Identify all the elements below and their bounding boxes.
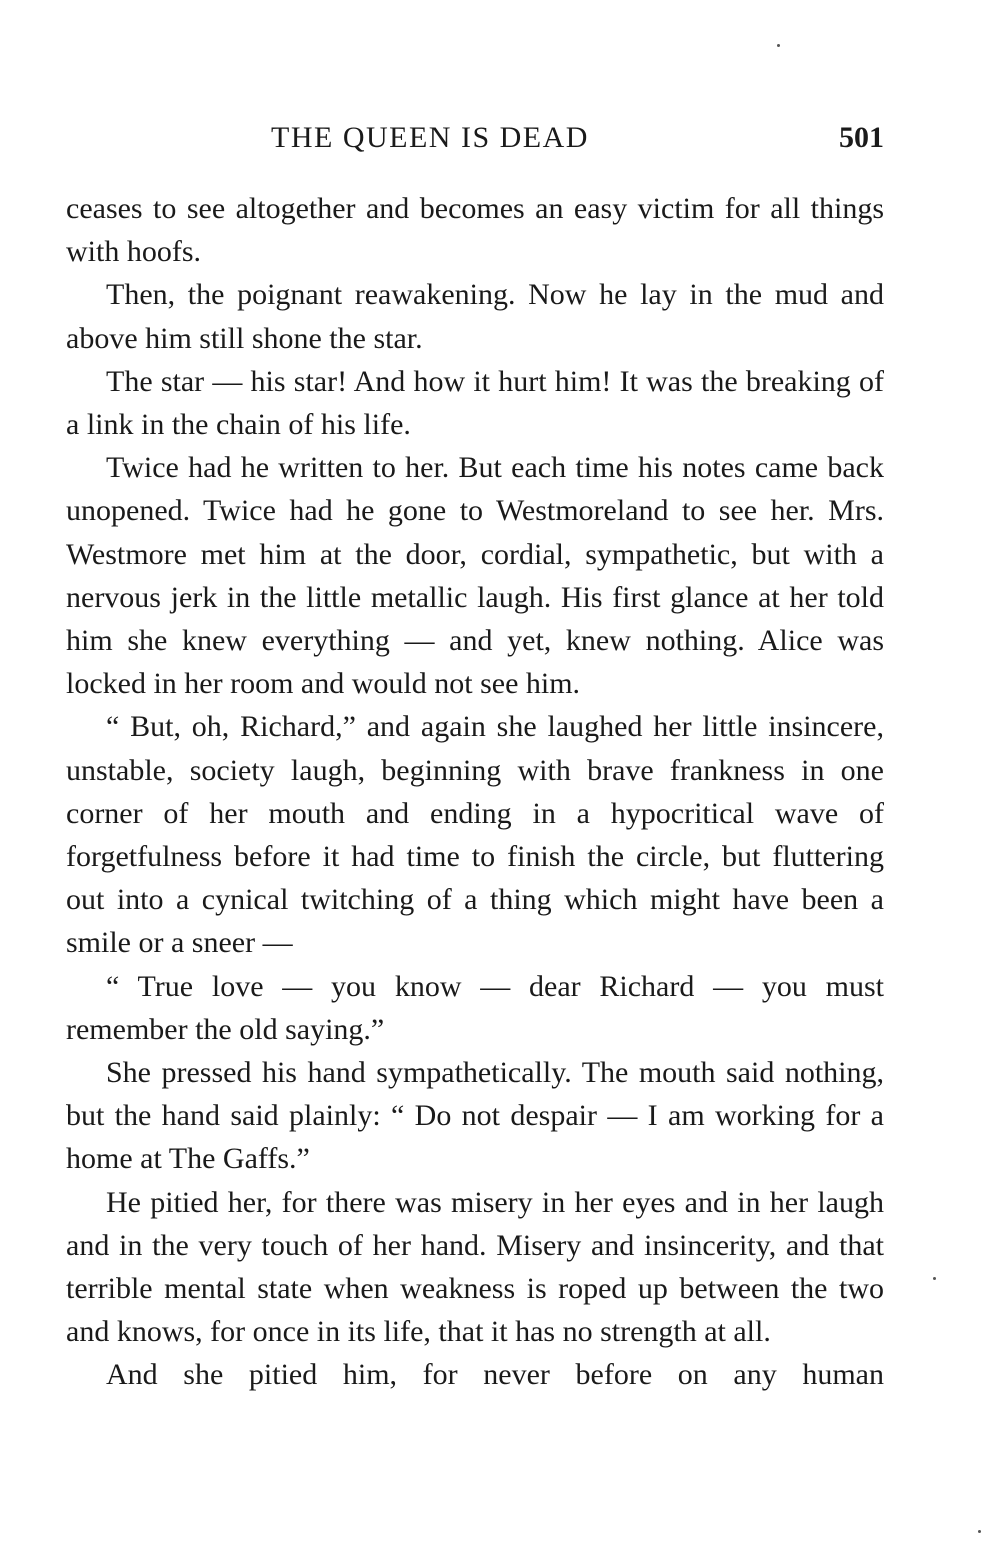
page-number: 501 <box>839 121 884 154</box>
running-header <box>66 118 884 162</box>
paragraph: He pitied her, for there was misery in her eyes and in her laugh and in the very touch of her hand. Misery and insincerity, and that terrible mental state when weakness is roped up between the two and knows, for once in its life, that it has no strength at all. <box>66 1185 884 1349</box>
body-text <box>66 187 884 1397</box>
paragraph: Then, the poignant reawakening. Now he lay in the mud and above him still shone the star. <box>66 278 884 355</box>
paragraph: “ But, oh, Richard,” and again she laughed her little insincere, unstable, society laugh, beginning with brave frankness in one corner of her mouth and ending in a hypocritical wave of forgetfulness before it had time to finish the circle, but fluttering out into a cynical twitching of a thing which might have been a smile or a sneer — <box>66 710 884 960</box>
paper-speck <box>978 1530 981 1533</box>
running-title: THE QUEEN IS DEAD <box>271 121 589 154</box>
paragraph-partial: And she pitied him, for never before on any human <box>106 1358 884 1392</box>
paragraph: “ True love — you know — dear Richard — you must remember the old saying.” <box>66 969 884 1046</box>
paragraph: The star — his star! And how it hurt him! It was the breaking of a link in the chain of his life. <box>66 364 884 442</box>
paragraph: She pressed his hand sympathetically. The mouth said nothing, but the hand said plainly: “ Do not despair — I am working for a home at The Gaffs.” <box>66 1056 884 1176</box>
paragraph-continuation: ceases to see altogether and becomes an easy victim for all things with hoofs. <box>66 192 884 269</box>
paper-speck <box>933 1277 936 1280</box>
paper-speck <box>777 44 780 47</box>
paragraph: Twice had he written to her. But each time his notes came back unopened. Twice had he gone to Westmoreland to see her. Mrs. Westmore met him at the door, cordial, sympathetic, but with a nervous jerk in the little metallic laugh. His first glance at her told him she knew everything — and yet, knew nothing. Alice was locked in her room and would not see him. <box>66 451 884 701</box>
